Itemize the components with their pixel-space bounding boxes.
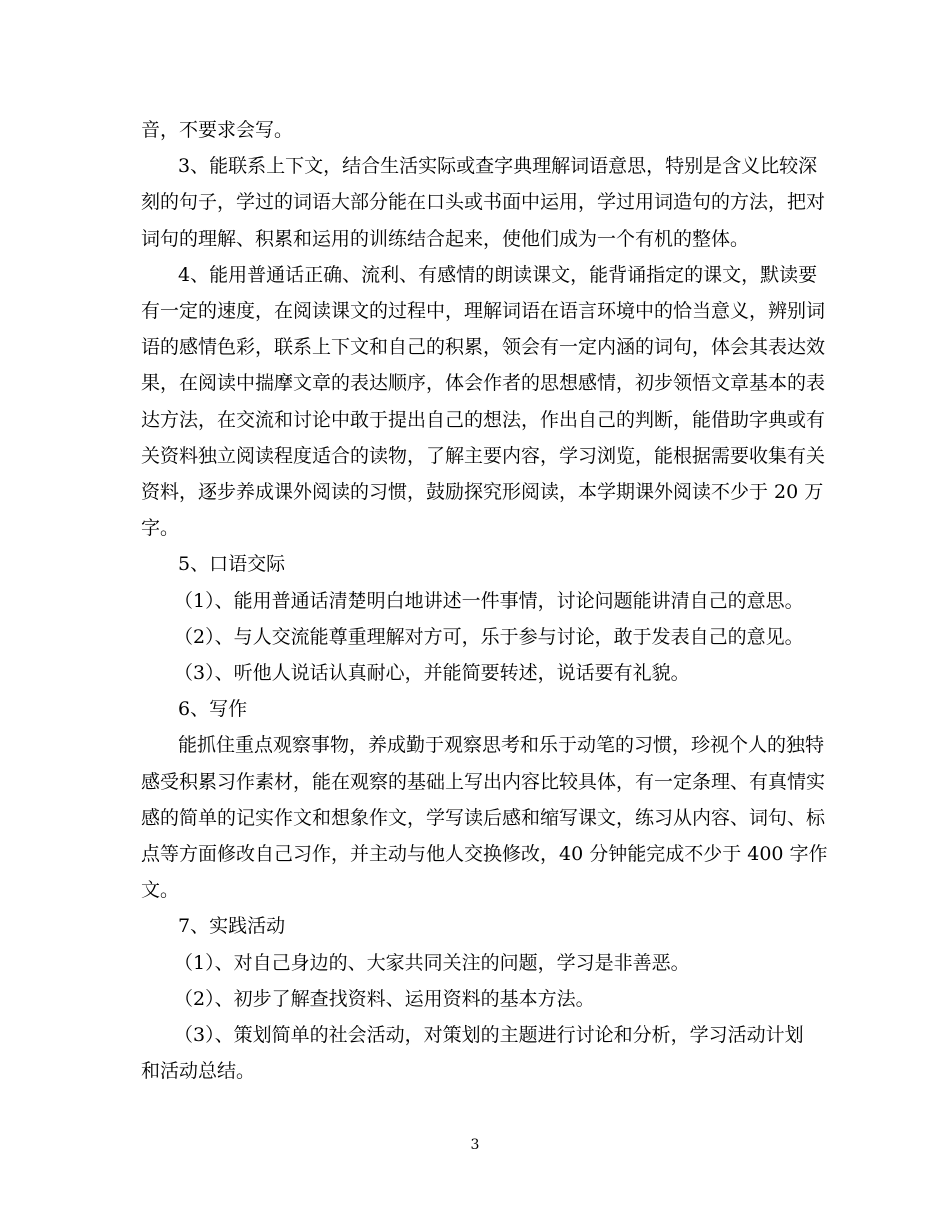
document-body [141,112,828,1089]
list-item: （1）、能用普通话清楚明白地讲述一件事情，讨论问题能讲清自己的意思。 [174,589,804,612]
list-item: （3）、策划简单的社会活动，对策划的主题进行讨论和分析，学习活动计划 [174,1024,804,1047]
section-heading-oral: 5、口语交际 [178,553,286,576]
text-line: 词句的理解、积累和运用的训练结合起来，使他们成为一个有机的整体。 [141,227,750,250]
text-line: 感受积累习作素材，能在观察的基础上写出内容比较具体，有一定条理、有真情实 [141,770,826,793]
text-line: 关资料独立阅读程度适合的读物，了解主要内容，学习浏览，能根据需要收集有关 [141,444,826,467]
text-line: 点等方面修改自己习作，并主动与他人交换修改，40 分钟能完成不少于 400 字作 [141,843,828,866]
text-line: 资料，逐步养成课外阅读的习惯，鼓励探究形阅读，本学期课外阅读不少于 20 万 [141,481,824,504]
text-line: 感的简单的记实作文和想象作文，学写读后感和缩写课文，练习从内容、词句、标 [141,806,826,829]
section-3-paragraph: 3、能联系上下文，结合生活实际或查字典理解词语意思，特别是含义比较深 [178,155,818,178]
list-item: （2）、与人交流能尊重理解对方可，乐于参与讨论，敢于发表自己的意见。 [174,625,804,648]
section-heading-practice: 7、实践活动 [178,915,286,938]
list-item: （3）、听他人说话认真耐心，并能简要转述，说话要有礼貌。 [174,662,690,685]
section-4-paragraph: 4、能用普通话正确、流利、有感情的朗读课文，能背诵指定的课文，默读要 [178,263,818,286]
text-line: 刻的句子，学过的词语大部分能在口头或书面中运用，学过用词造句的方法，把对 [141,191,826,214]
text-line: 文。 [141,879,180,902]
text-line: 有一定的速度，在阅读课文的过程中，理解词语在语言环境中的恰当意义，辨别词 [141,300,826,323]
writing-paragraph: 能抓住重点观察事物，养成勤于观察思考和乐于动笔的习惯，珍视个人的独特 [178,734,825,757]
page-number: 3 [470,1137,480,1153]
text-line: 果，在阅读中揣摩文章的表达顺序，体会作者的思想感情，初步领悟文章基本的表 [141,372,826,395]
text-line: 达方法，在交流和讨论中敢于提出自己的想法，作出自己的判断，能借助字典或有 [141,408,826,431]
text-line: 字。 [141,517,180,540]
list-item: （1）、对自己身边的、大家共同关注的问题，学习是非善恶。 [174,951,690,974]
list-item: （2）、初步了解查找资料、运用资料的基本方法。 [174,987,595,1010]
text-line: 音，不要求会写。 [141,119,294,141]
section-heading-writing: 6、写作 [178,698,248,721]
text-line: 和活动总结。 [141,1060,256,1083]
text-line: 语的感情色彩，联系上下文和自己的积累，领会有一定内涵的词句，体会其表达效 [141,336,826,359]
